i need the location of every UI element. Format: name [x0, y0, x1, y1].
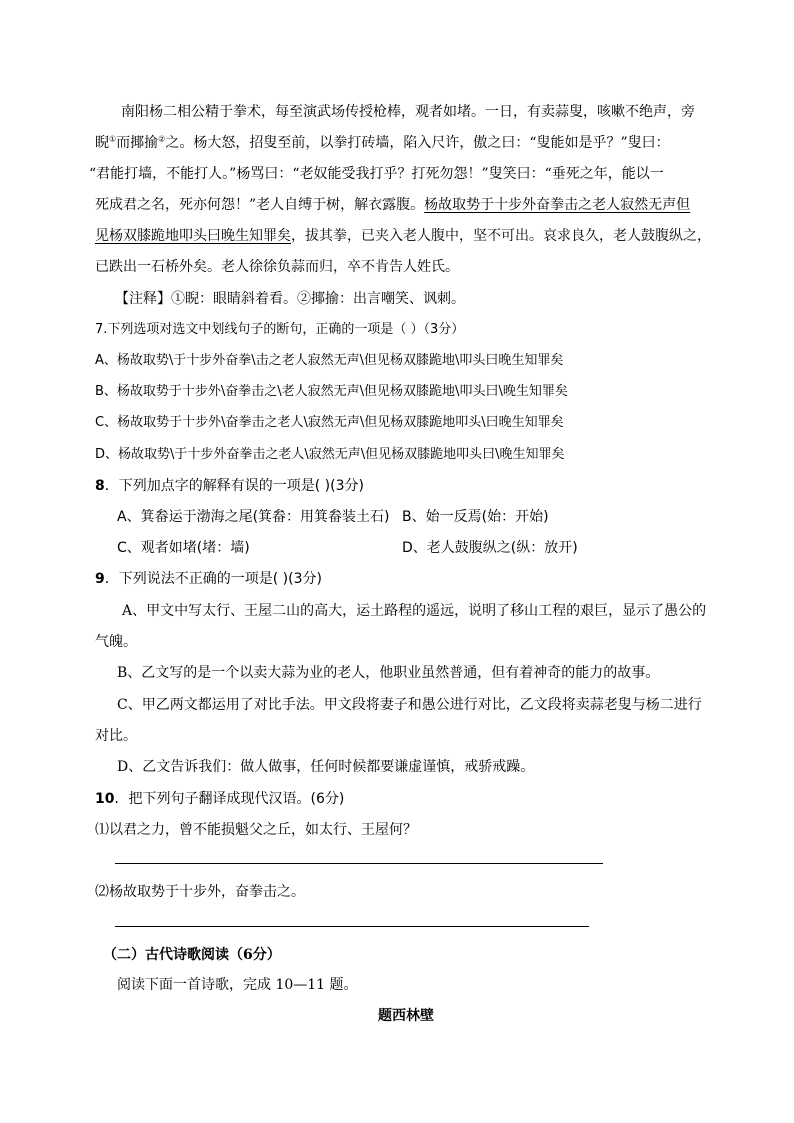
q10-stem-text: ．把下列句子翻译成现代汉语。(6分) [114, 791, 345, 807]
q9-stem-text: ．下列说法不正确的一项是( )(3分) [104, 571, 322, 587]
passage-line-2 [95, 133, 670, 153]
q8-stem [95, 476, 364, 496]
q8-option-b: B、始一反焉(始：开始) [402, 509, 549, 525]
passage-text: 之。杨大怒，招叟至前，以拳打砖墙，陷入尺许，傲之曰：“叟能如是乎？”叟曰： [165, 135, 670, 151]
q7-stem: 7.下列选项对选文中划线句子的断句，正确的一项是（ ）（3分） [95, 322, 465, 337]
q8-option-a: A、箕畚运于渤海之尾(箕畚：用箕畚装土石) [117, 509, 390, 525]
passage-line-6: 已跌出一石桥外矣。老人徐徐负蒜而归，卒不肯告人姓氏。 [95, 259, 459, 275]
q7-option-c: C、杨故取势于十步外\奋拳击之老人\寂然无声\但见杨双膝跪地叩头\曰晚生知罪矣 [95, 415, 564, 430]
passage-line-3: “君能打墙，不能打人。”杨骂曰：“老奴能受我打乎？打死勿怨！”叟笑曰：“垂死之年，能以一 [89, 166, 664, 182]
underlined-sentence: 杨故取势于十步外奋拳击之老人寂然无声但 [424, 197, 691, 213]
passage-line-5 [95, 226, 711, 246]
section-heading: （二）古代诗歌阅读（6分） [103, 947, 281, 963]
q9-stem [95, 569, 322, 589]
q7-option-b: B、杨故取势于十步外\奋拳击之\老人寂然无声\但见杨双膝跪地\叩头曰\晚生知罪矣 [95, 384, 568, 399]
q10-number: 10 [95, 791, 115, 807]
passage-text: ，拔其拳，已夹入老人腹中，坚不可出。哀求良久，老人鼓腹纵之， [291, 228, 711, 244]
answer-line-1[interactable] [115, 863, 603, 864]
q9-option-a-cont: 气魄。 [95, 634, 137, 650]
q8-stem-text: ．下列加点字的解释有误的一项是( )(3分) [104, 478, 364, 494]
poem-title: 题西林壁 [378, 1008, 434, 1024]
answer-line-2[interactable] [115, 926, 589, 927]
q8-number: 8 [95, 478, 105, 494]
q9-option-a: A、甲文中写太行、王屋二山的高大，运土路程的遥远，说明了移山工程的艰巨，显示了愚公的 [122, 603, 707, 619]
q8-option-c: C、观者如堵(堵：墙) [117, 540, 250, 556]
q9-option-c: C、甲乙两文都运用了对比手法。甲文段将妻子和愚公进行对比，乙文段将卖蒜老叟与杨二进行 [117, 697, 702, 713]
passage-line-1: 南阳杨二相公精于拳术，每至演武场传授枪棒，观者如堵。一日，有卖蒜叟，咳嗽不绝声，旁 [121, 104, 695, 120]
q9-option-b: B、乙文写的是一个以卖大蒜为业的老人，他职业虽然普通，但有着神奇的能力的故事。 [117, 665, 660, 681]
q10-stem [95, 789, 344, 809]
q10-sentence-1: ⑴以君之力，曾不能损魁父之丘，如太行、王屋何？ [95, 822, 417, 838]
q7-option-a: A、杨故取势\于十步外奋拳\击之老人寂然无声\但见杨双膝跪地\叩头曰晚生知罪矣 [95, 353, 564, 368]
q7-option-d: D、杨故取势\于十步外奋拳击之老人\寂然无声\但见杨双膝跪地叩头曰\晚生知罪矣 [95, 447, 565, 462]
q8-option-d: D、老人鼓腹纵之(纵：放开) [402, 540, 578, 556]
footnote-mark-2: ② [158, 134, 166, 144]
footnote-mark-1: ① [109, 134, 117, 144]
underlined-sentence: 见杨双膝跪地叩头曰晚生知罪矣 [95, 228, 291, 244]
passage-text: 睨 [95, 135, 109, 151]
q9-option-d: D、乙文告诉我们：做人做事，任何时候都要谦虚谨慎，戒骄戒躁。 [117, 759, 535, 775]
section-instruction: 阅读下面一首诗歌，完成 10—11 题。 [117, 977, 358, 993]
passage-line-4 [95, 195, 690, 215]
q9-option-c-cont: 对比。 [95, 728, 137, 744]
passage-text: 而揶揄 [116, 135, 159, 151]
annotation-note: 【注释】①睨：眼睛斜着看。②揶揄：出言嘲笑、讽刺。 [115, 291, 465, 307]
q9-number: 9 [95, 571, 105, 587]
q10-sentence-2: ⑵杨故取势于十步外，奋拳击之。 [95, 884, 305, 900]
passage-text: 死成君之名，死亦何怨！”老人自缚于树，解衣露腹。 [95, 197, 425, 213]
